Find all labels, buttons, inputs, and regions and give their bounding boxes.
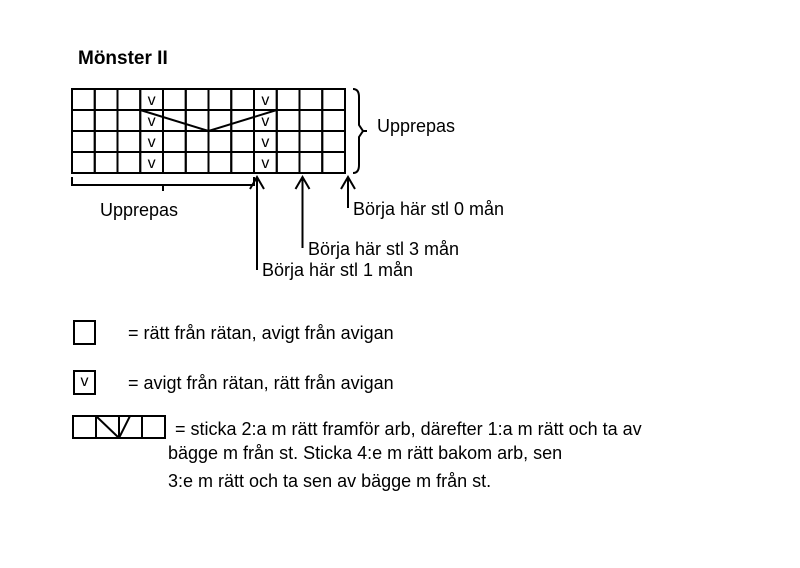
chart-cell [72, 110, 95, 131]
chart-cell [322, 89, 345, 110]
legend-symbol-cable [72, 414, 168, 442]
legend-text-cable-2: bägge m från st. Sticka 4:e m rätt bakom arb, sen [168, 443, 563, 463]
chart-cell [95, 110, 118, 131]
chart-cell [186, 89, 209, 110]
repeat-right-label: Upprepas [377, 116, 456, 136]
chart-cell [300, 131, 323, 152]
purl-symbol: v [261, 155, 270, 172]
chart-cell [163, 89, 186, 110]
chart-cell [72, 152, 95, 173]
chart-cell [322, 110, 345, 131]
legend-text-cable-1: = sticka 2:a m rätt framför arb, därefter 1:a m rätt och ta av [175, 419, 642, 439]
chart-cell [231, 131, 254, 152]
purl-symbol: v [147, 134, 156, 151]
chart-cell [209, 152, 232, 173]
chart-cell [231, 89, 254, 110]
chart-cell [118, 131, 141, 152]
purl-symbol: v [261, 92, 270, 109]
chart-cell [277, 152, 300, 173]
chart-cell [95, 131, 118, 152]
purl-symbol: v [147, 113, 156, 130]
chart-cell [72, 89, 95, 110]
legend-text-empty: = rätt från rätan, avigt från avigan [128, 323, 394, 343]
start-label-1-month: Börja här stl 1 mån [262, 260, 414, 280]
chart-cell [95, 89, 118, 110]
chart-cell [163, 131, 186, 152]
start-label-3-months: Börja här stl 3 mån [308, 239, 460, 259]
chart-cell [186, 152, 209, 173]
chart-cell [322, 131, 345, 152]
chart-cell [277, 89, 300, 110]
chart-cell [163, 152, 186, 173]
purl-symbol: v [147, 92, 156, 109]
chart-cell [277, 131, 300, 152]
repeat-bottom-label: Upprepas [100, 200, 179, 220]
legend-symbol-v: v [73, 370, 96, 395]
repeat-bracket-right [353, 89, 363, 173]
legend-text-v: = avigt från rätan, rätt från avigan [128, 373, 394, 393]
purl-symbol: v [261, 134, 270, 151]
chart-cell [209, 89, 232, 110]
legend-symbol-empty [73, 320, 96, 345]
chart-cell [95, 152, 118, 173]
chart-title: Mönster II [78, 48, 168, 69]
chart-cell [277, 110, 300, 131]
chart-cell [72, 131, 95, 152]
chart-cell [209, 131, 232, 152]
purl-symbol: v [147, 155, 156, 172]
chart-cell [300, 152, 323, 173]
chart-cell [231, 152, 254, 173]
chart-cell [322, 152, 345, 173]
chart-cell [118, 89, 141, 110]
purl-symbol: v [261, 113, 270, 130]
chart-cell [300, 110, 323, 131]
chart-cell [118, 152, 141, 173]
chart-cell [300, 89, 323, 110]
start-label-0-months: Börja här stl 0 mån [353, 199, 505, 219]
repeat-bracket-bottom [72, 177, 254, 185]
chart-cell [118, 110, 141, 131]
chart-cell [186, 131, 209, 152]
legend-text-cable-3: 3:e m rätt och ta sen av bägge m från st. [168, 471, 492, 491]
